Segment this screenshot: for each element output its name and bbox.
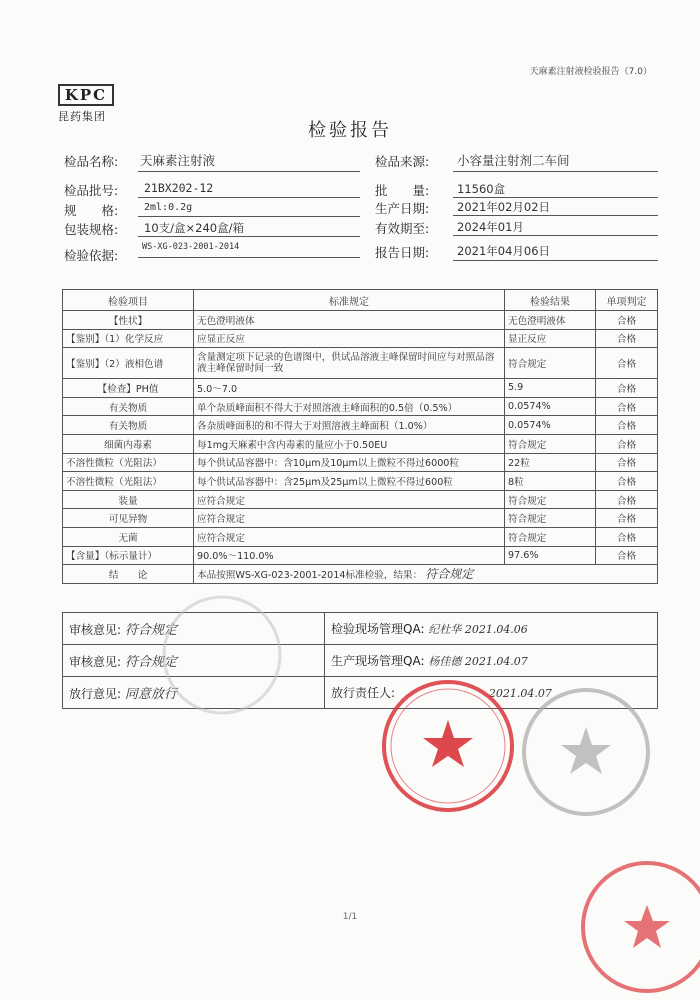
row-result: 符合规定 xyxy=(505,348,596,379)
row-standard: 每1mg天麻素中含内毒素的量应小于0.50EU xyxy=(194,434,505,453)
quantity-underline xyxy=(453,196,658,198)
row-verdict: 合格 xyxy=(596,434,658,453)
page-number: 1/1 xyxy=(342,912,358,922)
product-name-value: 天麻素注射液 xyxy=(140,153,216,168)
row-item: 【性状】 xyxy=(63,311,194,330)
basis-underline xyxy=(138,256,360,258)
report-date-label: 报告日期: xyxy=(375,245,430,260)
row-item: 【鉴别】（2）液相色谱 xyxy=(63,348,194,379)
row-result: 无色澄明液体 xyxy=(505,311,596,330)
approver-handwriting: 符合规定 xyxy=(124,655,177,670)
table-row xyxy=(63,472,658,491)
row-standard: 应显正反应 xyxy=(194,329,505,348)
release-handwriting: 同意放行 xyxy=(124,687,177,702)
qa-prod-cell xyxy=(325,645,658,677)
logo-mark: KPC xyxy=(58,84,114,106)
signature-row xyxy=(63,613,658,645)
report-date-value: 2021年04月06日 xyxy=(457,244,551,258)
table-row xyxy=(63,329,658,348)
table-header-row xyxy=(63,290,658,311)
prod-date-value: 2021年02月02日 xyxy=(457,200,551,214)
col-header-verdict: 单项判定 xyxy=(596,290,658,311)
row-item: 【含量】（标示量计） xyxy=(63,546,194,565)
qa-prod-label: 生产现场管理QA: xyxy=(331,654,425,668)
prod-date-label: 生产日期: xyxy=(375,201,430,216)
product-name-underline xyxy=(138,170,360,172)
gray-round-seal xyxy=(517,683,655,821)
row-result: 0.0574% xyxy=(505,416,596,435)
row-item: 细菌内毒素 xyxy=(63,434,194,453)
row-verdict: 合格 xyxy=(596,509,658,528)
row-item: 有关物质 xyxy=(63,397,194,416)
row-item: 不溶性微粒（光阻法） xyxy=(63,472,194,491)
row-verdict: 合格 xyxy=(596,527,658,546)
row-verdict: 合格 xyxy=(596,311,658,330)
batch-no-value: 21BX202-12 xyxy=(144,181,214,195)
release-person-label: 放行责任人: xyxy=(331,686,396,700)
faint-gray-seal xyxy=(162,590,282,720)
table-row xyxy=(63,311,658,330)
package-underline xyxy=(138,235,360,237)
row-result: 8粒 xyxy=(505,472,596,491)
row-item: 可见异物 xyxy=(63,509,194,528)
table-row xyxy=(63,434,658,453)
row-item: 装量 xyxy=(63,490,194,509)
basis-value: WS-XG-023-2001-2014 xyxy=(142,242,240,252)
table-row xyxy=(63,397,658,416)
row-verdict: 合格 xyxy=(596,329,658,348)
row-verdict: 合格 xyxy=(596,348,658,379)
row-verdict: 合格 xyxy=(596,453,658,472)
expiry-value: 2024年01月 xyxy=(457,220,524,234)
product-name-label: 检品名称: xyxy=(64,154,119,169)
row-standard: 单个杂质峰面积不得大于对照溶液主峰面积的0.5倍（0.5%） xyxy=(194,397,505,416)
row-standard: 应符合规定 xyxy=(194,527,505,546)
reviewer-handwriting: 符合规定 xyxy=(124,623,177,638)
approver-label: 审核意见: xyxy=(69,655,122,669)
logo-name: 昆药集团 xyxy=(58,110,106,123)
release-person-handwriting: 2021.04.07 xyxy=(488,687,552,700)
batch-no-underline xyxy=(138,196,360,198)
table-row xyxy=(63,348,658,379)
row-result: 0.0574% xyxy=(505,397,596,416)
qa-insp-cell xyxy=(325,613,658,645)
corner-round-seal xyxy=(575,855,700,1000)
report-title: 检验报告 xyxy=(308,120,392,141)
quantity-label: 批 量: xyxy=(375,183,430,198)
row-standard: 应符合规定 xyxy=(194,490,505,509)
conclusion-text: 本品按照WS-XG-023-2001-2014标准检验，结果： xyxy=(197,570,423,582)
col-header-item: 检验项目 xyxy=(63,290,194,311)
row-item: 【检查】PH值 xyxy=(63,379,194,398)
row-standard: 90.0%～110.0% xyxy=(194,546,505,565)
basis-label: 检验依据: xyxy=(64,248,119,263)
table-row xyxy=(63,490,658,509)
prod-date-underline xyxy=(453,214,658,216)
qa-insp-label: 检验现场管理QA: xyxy=(331,622,425,636)
row-verdict: 合格 xyxy=(596,546,658,565)
row-item: 不溶性微粒（光阻法） xyxy=(63,453,194,472)
table-row xyxy=(63,527,658,546)
spec-value: 2ml:0.2g xyxy=(144,202,193,213)
batch-no-label: 检品批号: xyxy=(64,183,119,198)
row-item: 无菌 xyxy=(63,527,194,546)
row-verdict: 合格 xyxy=(596,416,658,435)
signature-row xyxy=(63,645,658,677)
conclusion-handwriting: 符合规定 xyxy=(425,567,474,582)
row-result: 22粒 xyxy=(505,453,596,472)
row-standard: 应符合规定 xyxy=(194,509,505,528)
conclusion-label: 结 论 xyxy=(63,565,194,584)
row-result: 符合规定 xyxy=(505,509,596,528)
quantity-value: 11560盒 xyxy=(457,182,506,196)
package-value: 10支/盒×240盒/箱 xyxy=(144,221,244,235)
row-standard: 每个供试品容器中：含25μm及25μm以上微粒不得过600粒 xyxy=(194,472,505,491)
col-header-result: 检验结果 xyxy=(505,290,596,311)
qa-prod-handwriting: 杨佳德 2021.04.07 xyxy=(428,655,528,668)
spec-underline xyxy=(138,215,360,217)
row-verdict: 合格 xyxy=(596,379,658,398)
row-result: 符合规定 xyxy=(505,527,596,546)
spec-label: 规 格: xyxy=(64,203,119,218)
col-header-standard: 标准规定 xyxy=(194,290,505,311)
expiry-label: 有效期至: xyxy=(375,221,430,236)
row-standard: 5.0～7.0 xyxy=(194,379,505,398)
qa-insp-handwriting: 纪杜华 2021.04.06 xyxy=(428,623,528,636)
results-table xyxy=(62,289,658,584)
source-underline xyxy=(453,170,658,172)
expiry-underline xyxy=(453,234,658,236)
row-standard: 含量测定项下记录的色谱图中，供试品溶液主峰保留时间应与对照品溶液主峰保留时间一致 xyxy=(194,348,505,379)
form-code: 天麻素注射液检验报告（7.0） xyxy=(529,67,652,77)
table-row xyxy=(63,509,658,528)
row-item: 有关物质 xyxy=(63,416,194,435)
row-result: 符合规定 xyxy=(505,434,596,453)
row-verdict: 合格 xyxy=(596,472,658,491)
row-verdict: 合格 xyxy=(596,490,658,509)
source-label: 检品来源: xyxy=(375,154,430,169)
report-date-underline xyxy=(453,259,658,261)
reviewer-label: 审核意见: xyxy=(69,623,122,637)
table-row xyxy=(63,546,658,565)
row-standard: 各杂质峰面积的和不得大于对照溶液主峰面积（1.0%） xyxy=(194,416,505,435)
row-standard: 无色澄明液体 xyxy=(194,311,505,330)
conclusion-row xyxy=(63,565,658,584)
row-verdict: 合格 xyxy=(596,397,658,416)
row-result: 5.9 xyxy=(505,379,596,398)
table-row xyxy=(63,453,658,472)
source-value: 小容量注射剂二车间 xyxy=(457,153,570,168)
conclusion-cell xyxy=(194,565,658,584)
row-result: 显正反应 xyxy=(505,329,596,348)
row-item: 【鉴别】（1）化学反应 xyxy=(63,329,194,348)
row-standard: 每个供试品容器中：含10μm及10μm以上微粒不得过6000粒 xyxy=(194,453,505,472)
table-row xyxy=(63,416,658,435)
table-row xyxy=(63,379,658,398)
row-result: 97.6% xyxy=(505,546,596,565)
release-label: 放行意见: xyxy=(69,687,122,701)
package-label: 包装规格: xyxy=(64,222,119,237)
row-result: 符合规定 xyxy=(505,490,596,509)
red-round-seal xyxy=(378,676,518,816)
